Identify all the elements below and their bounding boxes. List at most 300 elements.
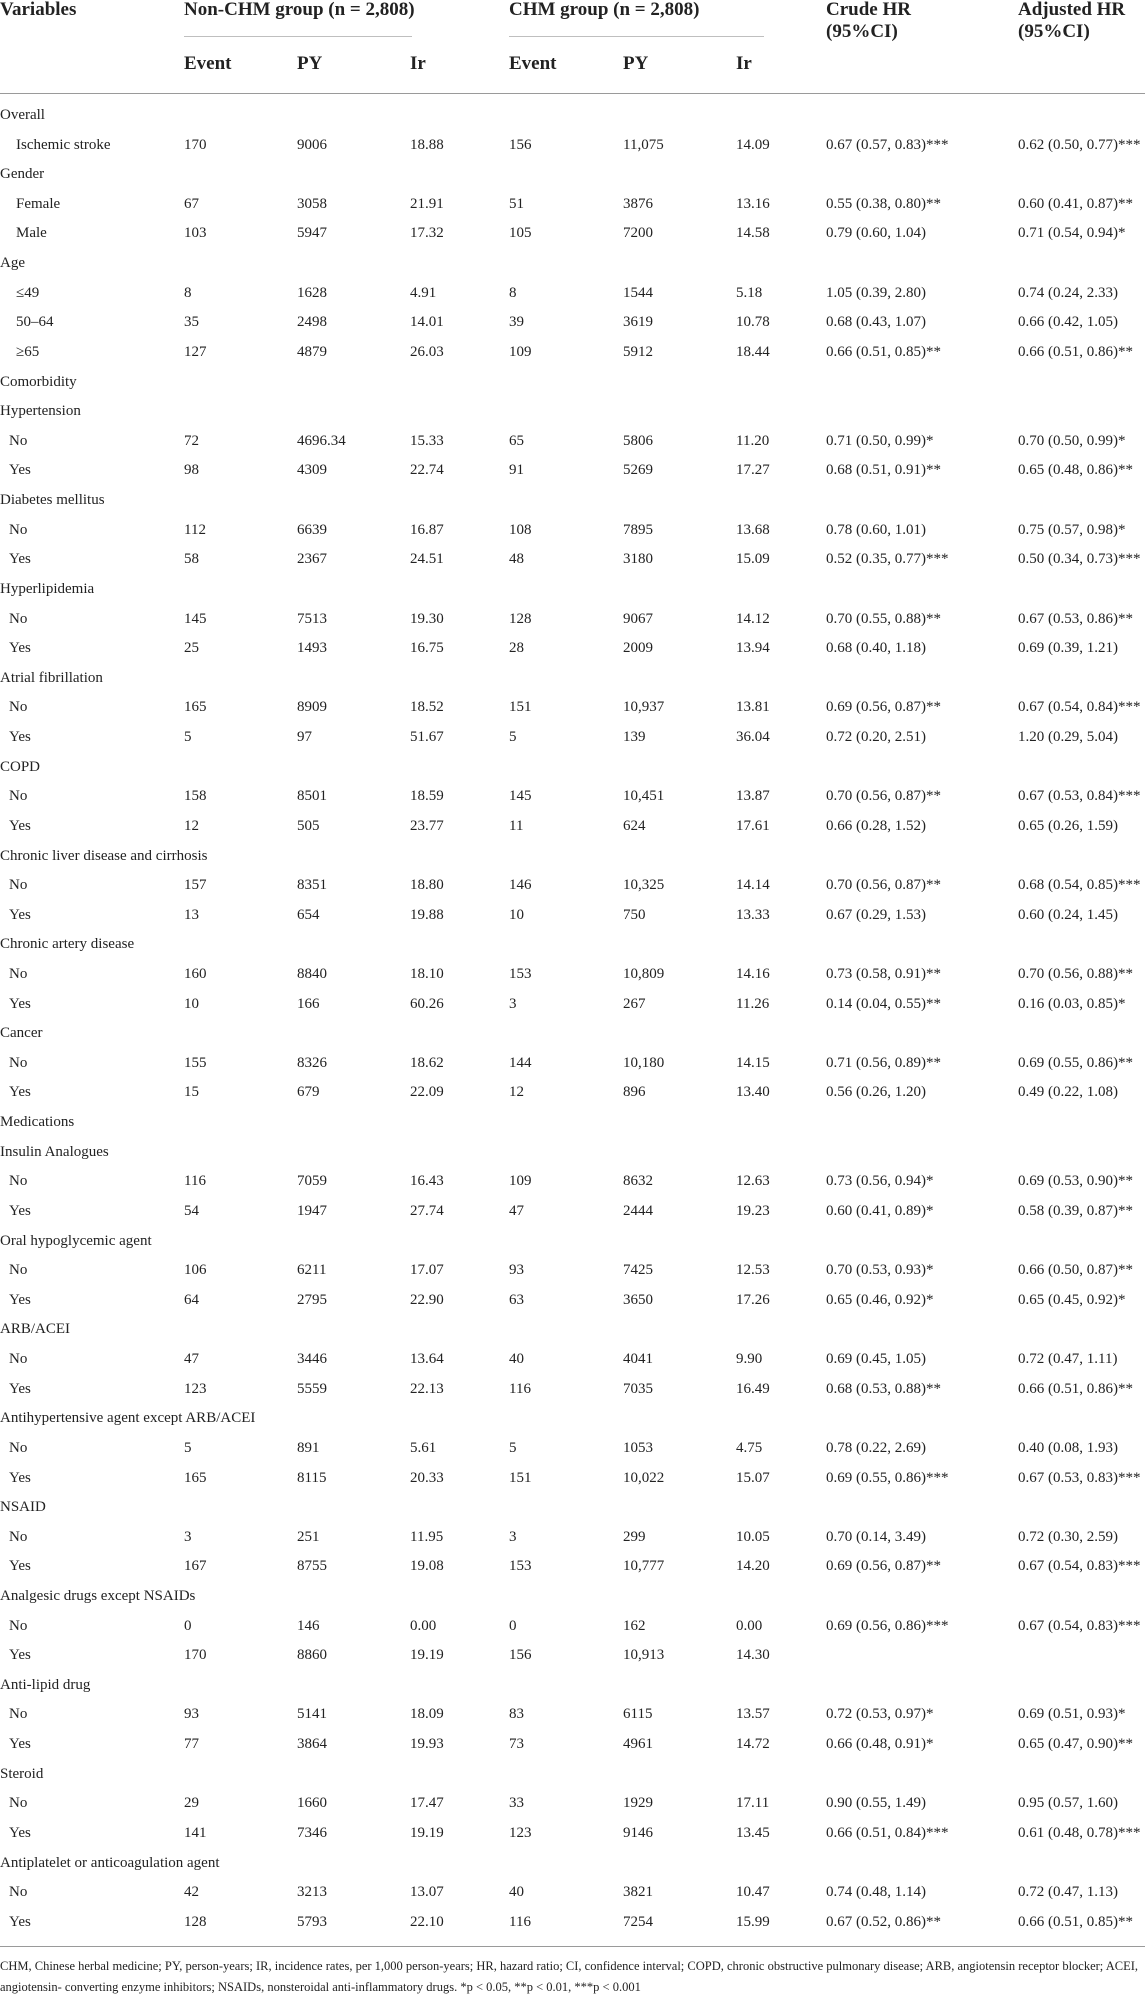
table-group-row xyxy=(0,842,1145,872)
table-row xyxy=(0,605,1145,635)
adjusted-hr-cell: 0.49 (0.22, 1.08) xyxy=(1018,1084,1118,1101)
non-chm-ir-cell: 16.75 xyxy=(410,640,444,657)
row-label: Cancer xyxy=(0,1025,43,1042)
row-label: No xyxy=(9,1795,28,1812)
table-row xyxy=(0,1789,1145,1819)
row-label: Yes xyxy=(9,995,31,1012)
adjusted-hr-cell: 0.70 (0.50, 0.99)* xyxy=(1018,432,1126,449)
chm-py-cell: 1544 xyxy=(623,284,653,301)
chm-py-cell: 10,937 xyxy=(623,699,665,716)
chm-py-cell: 3619 xyxy=(623,314,653,331)
adjusted-hr-cell: 0.69 (0.51, 0.93)* xyxy=(1018,1706,1126,1723)
non-chm-ir-cell: 22.09 xyxy=(410,1084,444,1101)
table-group-row xyxy=(0,249,1145,279)
row-label: Yes xyxy=(9,1084,31,1101)
chm-py-cell: 3650 xyxy=(623,1291,653,1308)
row-label: No xyxy=(9,1351,28,1368)
row-label: Yes xyxy=(9,1824,31,1841)
adjusted-hr-cell: 0.65 (0.26, 1.59) xyxy=(1018,817,1118,834)
row-label: No xyxy=(9,1528,28,1545)
chm-py-cell: 8632 xyxy=(623,1173,653,1190)
non-chm-py-cell: 6639 xyxy=(297,521,327,538)
crude-hr-cell: 0.69 (0.56, 0.87)** xyxy=(826,1558,941,1575)
non-chm-ir-cell: 4.91 xyxy=(410,284,437,301)
non-chm-event-cell: 160 xyxy=(184,965,207,982)
non-chm-ir-cell: 23.77 xyxy=(410,817,444,834)
non-chm-ir-cell: 16.43 xyxy=(410,1173,444,1190)
non-chm-event-cell: 165 xyxy=(184,1469,207,1486)
adjusted-hr-cell: 0.72 (0.47, 1.11) xyxy=(1018,1351,1118,1368)
table-row xyxy=(0,338,1145,368)
crude-hr-cell: 0.72 (0.53, 0.97)* xyxy=(826,1706,934,1723)
non-chm-event-cell: 47 xyxy=(184,1351,199,1368)
chm-group-header: CHM group (n = 2,808) xyxy=(509,0,700,20)
non-chm-event-cell: 42 xyxy=(184,1884,199,1901)
non-chm-event-cell: 158 xyxy=(184,788,207,805)
chm-py-cell: 2444 xyxy=(623,1202,653,1219)
chm-event-cell: 40 xyxy=(509,1351,524,1368)
non-chm-py-cell: 8115 xyxy=(297,1469,327,1486)
chm-event-cell: 11 xyxy=(509,817,524,834)
crude-hr-cell: 0.68 (0.43, 1.07) xyxy=(826,314,926,331)
chm-ir-cell: 36.04 xyxy=(736,729,770,746)
chm-py-cell: 7200 xyxy=(623,225,653,242)
chm-ir-cell: 14.16 xyxy=(736,965,770,982)
adjusted-hr-cell: 0.69 (0.55, 0.86)** xyxy=(1018,1054,1133,1071)
table-row xyxy=(0,871,1145,901)
crude-hr-cell: 0.67 (0.52, 0.86)** xyxy=(826,1913,941,1930)
adjusted-hr-cell: 0.67 (0.53, 0.83)*** xyxy=(1018,1469,1141,1486)
table-row xyxy=(0,1523,1145,1553)
chm-event-cell: 105 xyxy=(509,225,532,242)
table-group-row xyxy=(0,1493,1145,1523)
non-chm-event-cell: 98 xyxy=(184,462,199,479)
chm-event-cell: 51 xyxy=(509,195,524,212)
table-row xyxy=(0,1464,1145,1494)
chm-ir-cell: 18.44 xyxy=(736,343,770,360)
chm-event-cell: 109 xyxy=(509,343,532,360)
non-chm-event-cell: 25 xyxy=(184,640,199,657)
row-label: Yes xyxy=(9,551,31,568)
non-chm-event-cell: 128 xyxy=(184,1913,207,1930)
chm-ir-cell: 13.68 xyxy=(736,521,770,538)
crude-hr-cell: 0.78 (0.22, 2.69) xyxy=(826,1439,926,1456)
row-label: Antiplatelet or anticoagulation agent xyxy=(0,1854,220,1871)
non-chm-ir-cell: 51.67 xyxy=(410,729,444,746)
table-footnote: CHM, Chinese herbal medicine; PY, person-years; IR, incidence rates, per 1,000 person-years; HR, hazard ratio; CI, confidence interval; COPD, chronic obstructive pulmonary disease; ARB, angiotensin receptor blocker; ACEI, angiotensin- converting enzyme inhibitors; NSAIDs, nonsteroidal anti-inflammatory drugs. *p < 0.05, **p < 0.01, ***p < 0.001 xyxy=(0,1959,1139,1994)
non-chm-ir-cell: 18.88 xyxy=(410,136,444,153)
table-group-row xyxy=(0,575,1145,605)
non-chm-event-cell: 29 xyxy=(184,1795,199,1812)
non-chm-event-cell: 127 xyxy=(184,343,207,360)
chm-py-cell: 896 xyxy=(623,1084,646,1101)
adjusted-hr-cell: 0.67 (0.53, 0.84)*** xyxy=(1018,788,1141,805)
table-row xyxy=(0,1434,1145,1464)
chm-event-cell: 145 xyxy=(509,788,532,805)
non-chm-py-cell: 1660 xyxy=(297,1795,327,1812)
chm-event-cell: 93 xyxy=(509,1262,524,1279)
table-group-row xyxy=(0,1019,1145,1049)
non-chm-ir-cell: 22.13 xyxy=(410,1380,444,1397)
chm-event-cell: 116 xyxy=(509,1380,531,1397)
chm-ir-cell: 17.26 xyxy=(736,1291,770,1308)
non-chm-py-cell: 8351 xyxy=(297,877,327,894)
non-chm-ir-cell: 13.07 xyxy=(410,1884,444,1901)
adjusted-hr-cell: 0.66 (0.51, 0.86)** xyxy=(1018,343,1133,360)
adjusted-hr-cell: 1.20 (0.29, 5.04) xyxy=(1018,729,1118,746)
crude-hr-cell: 0.71 (0.56, 0.89)** xyxy=(826,1054,941,1071)
non-chm-ir-cell: 5.61 xyxy=(410,1439,437,1456)
adjusted-hr-cell: 0.50 (0.34, 0.73)*** xyxy=(1018,551,1141,568)
crude-hr-cell: 0.70 (0.56, 0.87)** xyxy=(826,877,941,894)
non-chm-ir-cell: 13.64 xyxy=(410,1351,444,1368)
crude-hr-cell: 0.65 (0.46, 0.92)* xyxy=(826,1291,934,1308)
chm-py-cell: 3876 xyxy=(623,195,653,212)
row-label: Yes xyxy=(9,1291,31,1308)
chm-ir-cell: 11.20 xyxy=(736,432,770,449)
non-chm-ir-cell: 19.93 xyxy=(410,1736,444,1753)
non-chm-py-cell: 654 xyxy=(297,906,320,923)
chm-ir-cell: 13.81 xyxy=(736,699,770,716)
row-label: ≥65 xyxy=(16,343,40,360)
crude-hr-header-line1: Crude HR xyxy=(826,0,911,20)
chm-ir-cell: 16.49 xyxy=(736,1380,770,1397)
adjusted-hr-cell: 0.67 (0.54, 0.83)*** xyxy=(1018,1617,1141,1634)
non-chm-ir-cell: 19.19 xyxy=(410,1647,444,1664)
crude-hr-cell: 0.68 (0.53, 0.88)** xyxy=(826,1380,941,1397)
adjusted-hr-cell: 0.65 (0.47, 0.90)** xyxy=(1018,1736,1133,1753)
chm-py-cell: 3180 xyxy=(623,551,653,568)
chm-ir-cell: 14.72 xyxy=(736,1736,770,1753)
non-chm-event-cell: 5 xyxy=(184,729,192,746)
non-chm-ir-cell: 22.10 xyxy=(410,1913,444,1930)
chm-ir-cell: 13.57 xyxy=(736,1706,770,1723)
row-label: ARB/ACEI xyxy=(0,1321,71,1338)
non-chm-event-cell: 64 xyxy=(184,1291,199,1308)
adjusted-hr-cell: 0.71 (0.54, 0.94)* xyxy=(1018,225,1126,242)
table-group-row xyxy=(0,1404,1145,1434)
table-group-row xyxy=(0,1582,1145,1612)
row-label: Insulin Analogues xyxy=(0,1143,109,1160)
row-label: Anti-lipid drug xyxy=(0,1676,91,1693)
row-label: Steroid xyxy=(0,1765,44,1782)
table-row xyxy=(0,1286,1145,1316)
chm-py-cell: 2009 xyxy=(623,640,653,657)
table-group-row xyxy=(0,1315,1145,1345)
non-chm-py-cell: 3446 xyxy=(297,1351,327,1368)
table-group-row xyxy=(0,160,1145,190)
chm-ir-cell: 14.15 xyxy=(736,1054,770,1071)
chm-py-cell: 9067 xyxy=(623,610,653,627)
crude-hr-header-line2: (95%CI) xyxy=(826,21,898,42)
non-chm-py-cell: 4309 xyxy=(297,462,327,479)
chm-group-rule xyxy=(509,36,764,37)
row-label: Yes xyxy=(9,817,31,834)
chm-py-cell: 10,777 xyxy=(623,1558,665,1575)
non-chm-event-cell: 10 xyxy=(184,995,199,1012)
non-chm-event-cell: 106 xyxy=(184,1262,207,1279)
adjusted-hr-cell: 0.65 (0.45, 0.92)* xyxy=(1018,1291,1126,1308)
non-chm-py-cell: 5947 xyxy=(297,225,327,242)
adjusted-hr-cell: 0.69 (0.53, 0.90)** xyxy=(1018,1173,1133,1190)
row-label: Yes xyxy=(9,729,31,746)
row-label: Antihypertensive agent except ARB/ACEI xyxy=(0,1410,256,1427)
row-label: No xyxy=(9,699,28,716)
chm-event-cell: 10 xyxy=(509,906,524,923)
adjusted-hr-cell: 0.66 (0.50, 0.87)** xyxy=(1018,1262,1133,1279)
row-label: Yes xyxy=(9,906,31,923)
non-chm-py-cell: 505 xyxy=(297,817,320,834)
non-chm-py-cell: 9006 xyxy=(297,136,327,153)
table-row xyxy=(0,1878,1145,1908)
row-label: Ischemic stroke xyxy=(16,136,111,153)
non-chm-py-cell: 4879 xyxy=(297,343,327,360)
non-chm-event-cell: 54 xyxy=(184,1202,199,1219)
non-chm-py-cell: 3864 xyxy=(297,1736,327,1753)
table-row xyxy=(0,1167,1145,1197)
chm-event-cell: 73 xyxy=(509,1736,524,1753)
non-chm-ir-cell: 18.52 xyxy=(410,699,444,716)
table-row xyxy=(0,131,1145,161)
row-label: Yes xyxy=(9,1380,31,1397)
non-chm-ir-cell: 0.00 xyxy=(410,1617,437,1634)
non-chm-ir-cell: 18.09 xyxy=(410,1706,444,1723)
non-chm-ir-cell: 15.33 xyxy=(410,432,444,449)
non-chm-py-cell: 6211 xyxy=(297,1262,327,1279)
row-label: No xyxy=(9,1439,28,1456)
chm-ir-cell: 14.14 xyxy=(736,877,770,894)
adjusted-hr-cell: 0.68 (0.54, 0.85)*** xyxy=(1018,877,1141,894)
chm-event-cell: 3 xyxy=(509,995,517,1012)
chm-ir-cell: 0.00 xyxy=(736,1617,763,1634)
non-chm-ir-cell: 21.91 xyxy=(410,195,444,212)
chm-event-cell: 151 xyxy=(509,1469,532,1486)
non-chm-py-cell: 891 xyxy=(297,1439,320,1456)
non-chm-event-cell: 12 xyxy=(184,817,199,834)
chm-ir-cell: 14.30 xyxy=(736,1647,770,1664)
variables-header: Variables xyxy=(0,0,77,20)
crude-hr-cell: 0.69 (0.55, 0.86)*** xyxy=(826,1469,949,1486)
chm-py-cell: 7425 xyxy=(623,1262,653,1279)
non-chm-event-cell: 165 xyxy=(184,699,207,716)
row-label: No xyxy=(9,788,28,805)
adjusted-hr-cell: 0.60 (0.24, 1.45) xyxy=(1018,906,1118,923)
chm-py-cell: 7254 xyxy=(623,1913,653,1930)
table-row xyxy=(0,190,1145,220)
adjusted-hr-header xyxy=(1018,0,1125,43)
table-group-row xyxy=(0,1138,1145,1168)
chm-py-cell: 162 xyxy=(623,1617,646,1634)
chm-event-cell: 39 xyxy=(509,314,524,331)
chm-ir-cell: 14.09 xyxy=(736,136,770,153)
adjusted-hr-cell: 0.75 (0.57, 0.98)* xyxy=(1018,521,1126,538)
table-row xyxy=(0,782,1145,812)
table-group-row xyxy=(0,1849,1145,1879)
non-chm-event-header: Event xyxy=(184,53,232,74)
row-label: Age xyxy=(0,255,25,272)
non-chm-group-rule xyxy=(184,36,412,37)
non-chm-group-header: Non-CHM group (n = 2,808) xyxy=(184,0,415,20)
crude-hr-cell: 0.73 (0.58, 0.91)** xyxy=(826,965,941,982)
adjusted-hr-cell: 0.74 (0.24, 2.33) xyxy=(1018,284,1118,301)
row-label: Male xyxy=(16,225,47,242)
chm-event-cell: 40 xyxy=(509,1884,524,1901)
row-label: No xyxy=(9,1262,28,1279)
row-label: Yes xyxy=(9,1202,31,1219)
non-chm-py-header: PY xyxy=(297,53,323,74)
non-chm-ir-cell: 17.47 xyxy=(410,1795,444,1812)
chm-ir-cell: 13.16 xyxy=(736,195,770,212)
chm-py-cell: 9146 xyxy=(623,1824,653,1841)
adjusted-hr-cell: 0.66 (0.51, 0.85)** xyxy=(1018,1913,1133,1930)
chm-event-cell: 3 xyxy=(509,1528,517,1545)
chm-event-cell: 153 xyxy=(509,1558,532,1575)
non-chm-py-cell: 1628 xyxy=(297,284,327,301)
non-chm-event-cell: 112 xyxy=(184,521,206,538)
non-chm-event-cell: 8 xyxy=(184,284,192,301)
row-label: Diabetes mellitus xyxy=(0,492,105,509)
crude-hr-cell: 0.69 (0.56, 0.86)*** xyxy=(826,1617,949,1634)
crude-hr-cell: 0.73 (0.56, 0.94)* xyxy=(826,1173,934,1190)
non-chm-event-cell: 3 xyxy=(184,1528,192,1545)
table-row xyxy=(0,516,1145,546)
chm-ir-cell: 12.63 xyxy=(736,1173,770,1190)
crude-hr-cell: 0.66 (0.51, 0.85)** xyxy=(826,343,941,360)
adjusted-hr-header-line2: (95%CI) xyxy=(1018,21,1090,42)
chm-py-cell: 10,913 xyxy=(623,1647,665,1664)
non-chm-event-cell: 116 xyxy=(184,1173,206,1190)
non-chm-event-cell: 35 xyxy=(184,314,199,331)
crude-hr-cell: 0.72 (0.20, 2.51) xyxy=(826,729,926,746)
non-chm-py-cell: 8755 xyxy=(297,1558,327,1575)
non-chm-event-cell: 58 xyxy=(184,551,199,568)
chm-event-cell: 8 xyxy=(509,284,517,301)
chm-ir-cell: 14.58 xyxy=(736,225,770,242)
table-row xyxy=(0,1908,1145,1938)
chm-ir-cell: 12.53 xyxy=(736,1262,770,1279)
chm-event-cell: 144 xyxy=(509,1054,532,1071)
row-label: Female xyxy=(16,195,61,212)
non-chm-py-cell: 5559 xyxy=(297,1380,327,1397)
table-row xyxy=(0,279,1145,309)
crude-hr-cell: 0.66 (0.51, 0.84)*** xyxy=(826,1824,949,1841)
chm-event-cell: 48 xyxy=(509,551,524,568)
header-bottom-rule xyxy=(0,93,1145,94)
non-chm-py-cell: 1493 xyxy=(297,640,327,657)
crude-hr-cell: 0.71 (0.50, 0.99)* xyxy=(826,432,934,449)
crude-hr-cell: 0.70 (0.53, 0.93)* xyxy=(826,1262,934,1279)
non-chm-event-cell: 170 xyxy=(184,1647,207,1664)
row-label: Hyperlipidemia xyxy=(0,580,95,597)
adjusted-hr-cell: 0.40 (0.08, 1.93) xyxy=(1018,1439,1118,1456)
row-label: 50–64 xyxy=(16,314,54,331)
non-chm-py-cell: 679 xyxy=(297,1084,320,1101)
adjusted-hr-header-line1: Adjusted HR xyxy=(1018,0,1126,20)
chm-event-cell: 146 xyxy=(509,877,532,894)
row-label: Yes xyxy=(9,640,31,657)
adjusted-hr-cell: 0.72 (0.47, 1.13) xyxy=(1018,1884,1118,1901)
crude-hr-header xyxy=(826,0,911,43)
crude-hr-cell: 0.70 (0.55, 0.88)** xyxy=(826,610,941,627)
non-chm-py-cell: 251 xyxy=(297,1528,320,1545)
non-chm-py-cell: 8501 xyxy=(297,788,327,805)
non-chm-py-cell: 3058 xyxy=(297,195,327,212)
crude-hr-cell: 0.52 (0.35, 0.77)*** xyxy=(826,551,949,568)
non-chm-ir-header: Ir xyxy=(410,53,426,74)
table-group-row xyxy=(0,664,1145,694)
non-chm-py-cell: 1947 xyxy=(297,1202,327,1219)
non-chm-event-cell: 167 xyxy=(184,1558,207,1575)
row-label: Yes xyxy=(9,1558,31,1575)
chm-ir-cell: 14.12 xyxy=(736,610,770,627)
adjusted-hr-cell: 0.66 (0.51, 0.86)** xyxy=(1018,1380,1133,1397)
non-chm-py-cell: 146 xyxy=(297,1617,320,1634)
chm-event-cell: 128 xyxy=(509,610,532,627)
chm-event-cell: 151 xyxy=(509,699,532,716)
table-row xyxy=(0,219,1145,249)
table-row xyxy=(0,1730,1145,1760)
non-chm-ir-cell: 19.30 xyxy=(410,610,444,627)
chm-py-cell: 3821 xyxy=(623,1884,653,1901)
chm-py-cell: 10,022 xyxy=(623,1469,665,1486)
chm-py-cell: 624 xyxy=(623,817,646,834)
non-chm-py-cell: 7346 xyxy=(297,1824,327,1841)
chm-ir-cell: 19.23 xyxy=(736,1202,770,1219)
row-label: No xyxy=(9,965,28,982)
chm-ir-header: Ir xyxy=(736,53,752,74)
non-chm-ir-cell: 60.26 xyxy=(410,995,444,1012)
row-label: Chronic artery disease xyxy=(0,936,135,953)
chm-ir-cell: 15.09 xyxy=(736,551,770,568)
non-chm-py-cell: 97 xyxy=(297,729,312,746)
chm-py-cell: 1053 xyxy=(623,1439,653,1456)
non-chm-py-cell: 5141 xyxy=(297,1706,327,1723)
table-row xyxy=(0,1700,1145,1730)
non-chm-ir-cell: 24.51 xyxy=(410,551,444,568)
non-chm-ir-cell: 20.33 xyxy=(410,1469,444,1486)
chm-py-cell: 5269 xyxy=(623,462,653,479)
chm-py-cell: 139 xyxy=(623,729,646,746)
chm-event-cell: 5 xyxy=(509,1439,517,1456)
table-row xyxy=(0,1345,1145,1375)
non-chm-event-cell: 145 xyxy=(184,610,207,627)
table-group-row xyxy=(0,1760,1145,1790)
table-group-row xyxy=(0,753,1145,783)
table-row xyxy=(0,990,1145,1020)
chm-py-cell: 7035 xyxy=(623,1380,653,1397)
chm-py-cell: 5912 xyxy=(623,343,653,360)
crude-hr-cell: 0.90 (0.55, 1.49) xyxy=(826,1795,926,1812)
chm-ir-cell: 9.90 xyxy=(736,1351,763,1368)
table-row xyxy=(0,1375,1145,1405)
chm-ir-cell: 17.11 xyxy=(736,1795,770,1812)
table-group-row xyxy=(0,1108,1145,1138)
chm-py-header: PY xyxy=(623,53,649,74)
non-chm-py-cell: 2498 xyxy=(297,314,327,331)
adjusted-hr-cell: 0.70 (0.56, 0.88)** xyxy=(1018,965,1133,982)
chm-event-cell: 65 xyxy=(509,432,524,449)
table-row xyxy=(0,1197,1145,1227)
adjusted-hr-cell: 0.69 (0.39, 1.21) xyxy=(1018,640,1118,657)
chm-py-cell: 10,451 xyxy=(623,788,665,805)
adjusted-hr-cell: 0.67 (0.54, 0.83)*** xyxy=(1018,1558,1141,1575)
chm-event-cell: 63 xyxy=(509,1291,524,1308)
row-label: Chronic liver disease and cirrhosis xyxy=(0,847,208,864)
chm-py-cell: 5806 xyxy=(623,432,653,449)
chm-ir-cell: 10.47 xyxy=(736,1884,770,1901)
adjusted-hr-cell: 0.58 (0.39, 0.87)** xyxy=(1018,1202,1133,1219)
non-chm-ir-cell: 22.90 xyxy=(410,1291,444,1308)
